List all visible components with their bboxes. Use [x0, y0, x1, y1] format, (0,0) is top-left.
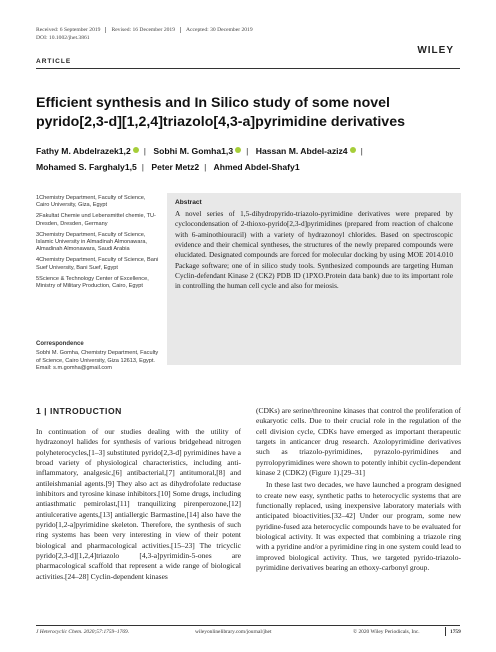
title-line-2: pyrido[2,3-d][1,2,4]triazolo[4,3-a]pyrimidine derivatives [36, 114, 405, 130]
author-separator: | [141, 162, 145, 172]
affiliations [36, 195, 160, 294]
author[interactable]: Hassan M. Abdel-aziz4 [255, 146, 348, 156]
publisher-logo: WILEY [417, 45, 454, 56]
section-heading: 1 | INTRODUCTION [36, 406, 122, 416]
intro-paragraph: (CDKs) are serine/threonine kinases that control the proliferation of eukaryotic cells. Due to their crucial role in the regulation of the cell division cycle, CDKs have emerged as important therapeutic targets in anticancer drug research. Azolopyrimidine derivatives such as triazolo-pyrimidines, pyrazolo-pyrimidines and pyrrolopyrimidines were shown to potently inhibit cyclin-dependent kinase 2 (CDK2) (Figure 1).[29–31] [256, 406, 461, 478]
author-separator: | [360, 146, 363, 156]
orcid-icon[interactable] [235, 147, 241, 153]
title-part: Efficient synthesis and In Silico study of some novel [36, 95, 390, 111]
intro-right-column [256, 406, 461, 574]
author[interactable]: Sobhi M. Gomha1,3 [153, 146, 234, 156]
author-separator: | [143, 146, 146, 156]
correspondence-email[interactable]: Email: s.m.gomha@gmail.com [36, 365, 112, 372]
affiliation: 5Science & Technology Center of Excellence, Ministry of Military Production, Cairo, Egypt [36, 275, 149, 290]
author[interactable]: Peter Metz2 [151, 162, 200, 172]
footer-separator [445, 627, 446, 636]
abstract-heading: Abstract [175, 199, 202, 206]
affiliation: 2Fakultat Chemie und Lebensmittel chemie, TU-Dresden, Dresden, Germany [36, 213, 156, 227]
affiliation: 1Chemistry Department, Faculty of Science, Cairo University, Giza, Egypt [36, 195, 146, 209]
affiliation: 4Chemistry Department, Faculty of Science, Bani Suef University, Bani Suef, Egypt [36, 257, 159, 271]
abstract-box [167, 193, 461, 365]
orcid-icon[interactable] [133, 147, 139, 153]
orcid-icon[interactable] [350, 147, 356, 153]
author[interactable]: Ahmed Abdel-Shafy1 [213, 162, 300, 172]
section-label: ARTICLE [36, 58, 72, 65]
copyright: © 2020 Wiley Periodicals, Inc. [353, 629, 420, 635]
revised-date: Revised: 16 December 2019 [111, 27, 176, 33]
correspondence-heading: Correspondence [36, 341, 84, 347]
footer-divider [36, 625, 460, 626]
author[interactable]: Fathy M. Abdelrazek1,2 [36, 146, 131, 156]
doi: DOI: 10.1002/jhet.3861 [36, 35, 90, 41]
intro-left-column: In continuation of our studies dealing with the utility of hydrazonoyl halides for synthesis of various bridgehead nitrogen polyheterocycles,[1–3] substituted pyrido[2,3-d] pyrimidines have a broad variety of physiological characteristics, including anti-inflammatory, analgesic,[6] antibacterial,[7] antitumoral,[8] and antileishmanial agents.[9] They also act as dihydrofolate reductase inhibitors and tyrosine kinase inhibitors.[10] Some drugs, including antiasthmatic pemirolast,[11] tranquilizing pirenperozone,[12] antiulcerative agents,[13] antiallergic Barmastine,[14] also have the pyrido[1,2-a]pyrimidine skeleton. Therefore, the synthesis of such ring systems has been very interesting in view of their potent biological and pharmacological activities.[15–23] The tricyclic pyrido[2,3-d][1,2,4]triazolo [4,3-a]pyrimidin-5-ones are pharmacological scaffold that represent a wide range of biological activities.[24–28] Cyclin-dependent kinases [36, 427, 241, 581]
author-separator: | [246, 146, 249, 156]
title-line-1 [36, 94, 466, 113]
author-separator: | [204, 162, 207, 172]
affiliation: 3Chemistry Department, Faculty of Science, Islamic University in Almadinah Almonawara, Almadinah Almonawara, Saudi Arabia [36, 231, 147, 253]
author[interactable]: Mohamed S. Farghaly1,5 [36, 162, 137, 172]
article-title [36, 94, 466, 132]
journal-url[interactable]: wileyonlinelibrary.com/journal/jhet [195, 629, 272, 635]
accepted-date: Accepted: 30 December 2019 [186, 27, 253, 33]
abstract-text: A novel series of 1,5-dihydropyrido-triazolo-pyrimidine derivatives were prepared by cyclocondensation of 2-thioxo-pyrido[2,3-d]pyrimidines (prepared from reaction of chalcone with 6-aminothiouracil) with a variety of hydrazonoyl chlorides. Based on spectroscopic evidence and their chemical syntheses, the structures of the newly prepared compounds were elucidated. Designated compounds are forced for molecular docking by using MOE 2014.010 Package software; one of in silico study tools. Synthesized compounds are targeting Human Cyclin-defendant Kinase 2 (CK2) PDB ID (1PXO.Protein data bank) due to its important role in controlling the human cell cycle and also for meiosis. [175, 209, 453, 291]
intro-paragraph: In these last two decades, we have launched a program designed to create new easy, synthetic paths to heterocyclic systems that are functionally replaced, using inexpensive laboratory materials with anticipated bioactivities.[32–42] Under our program, some new pyridine-fused aza heterocyclic compounds have to be evaluated for biological activity. It was expected that combining a triazole ring with a pyridine and/or a pyrimidine ring in one system could lead to improved biological activity. Thus, we targeted pyrido-triazolo-pyrimidine derivatives bearing an ethoxy-carbonyl group. [256, 480, 461, 573]
header-divider [36, 68, 460, 69]
journal-citation: J Heterocyclic Chem. 2020;57:1759–1769. [36, 629, 130, 635]
author-row-1 [36, 143, 476, 159]
author-row-2 [36, 159, 476, 175]
correspondence-text: Sobhi M. Gomha, Chemistry Department, Faculty of Science, Cairo University, Giza 12613, Egypt. [36, 350, 159, 364]
correspondence [36, 341, 160, 373]
page-number: 1759 [450, 629, 461, 635]
article-history [36, 26, 253, 34]
author-list [36, 143, 476, 175]
received-date: Received: 6 September 2019 [36, 27, 101, 33]
